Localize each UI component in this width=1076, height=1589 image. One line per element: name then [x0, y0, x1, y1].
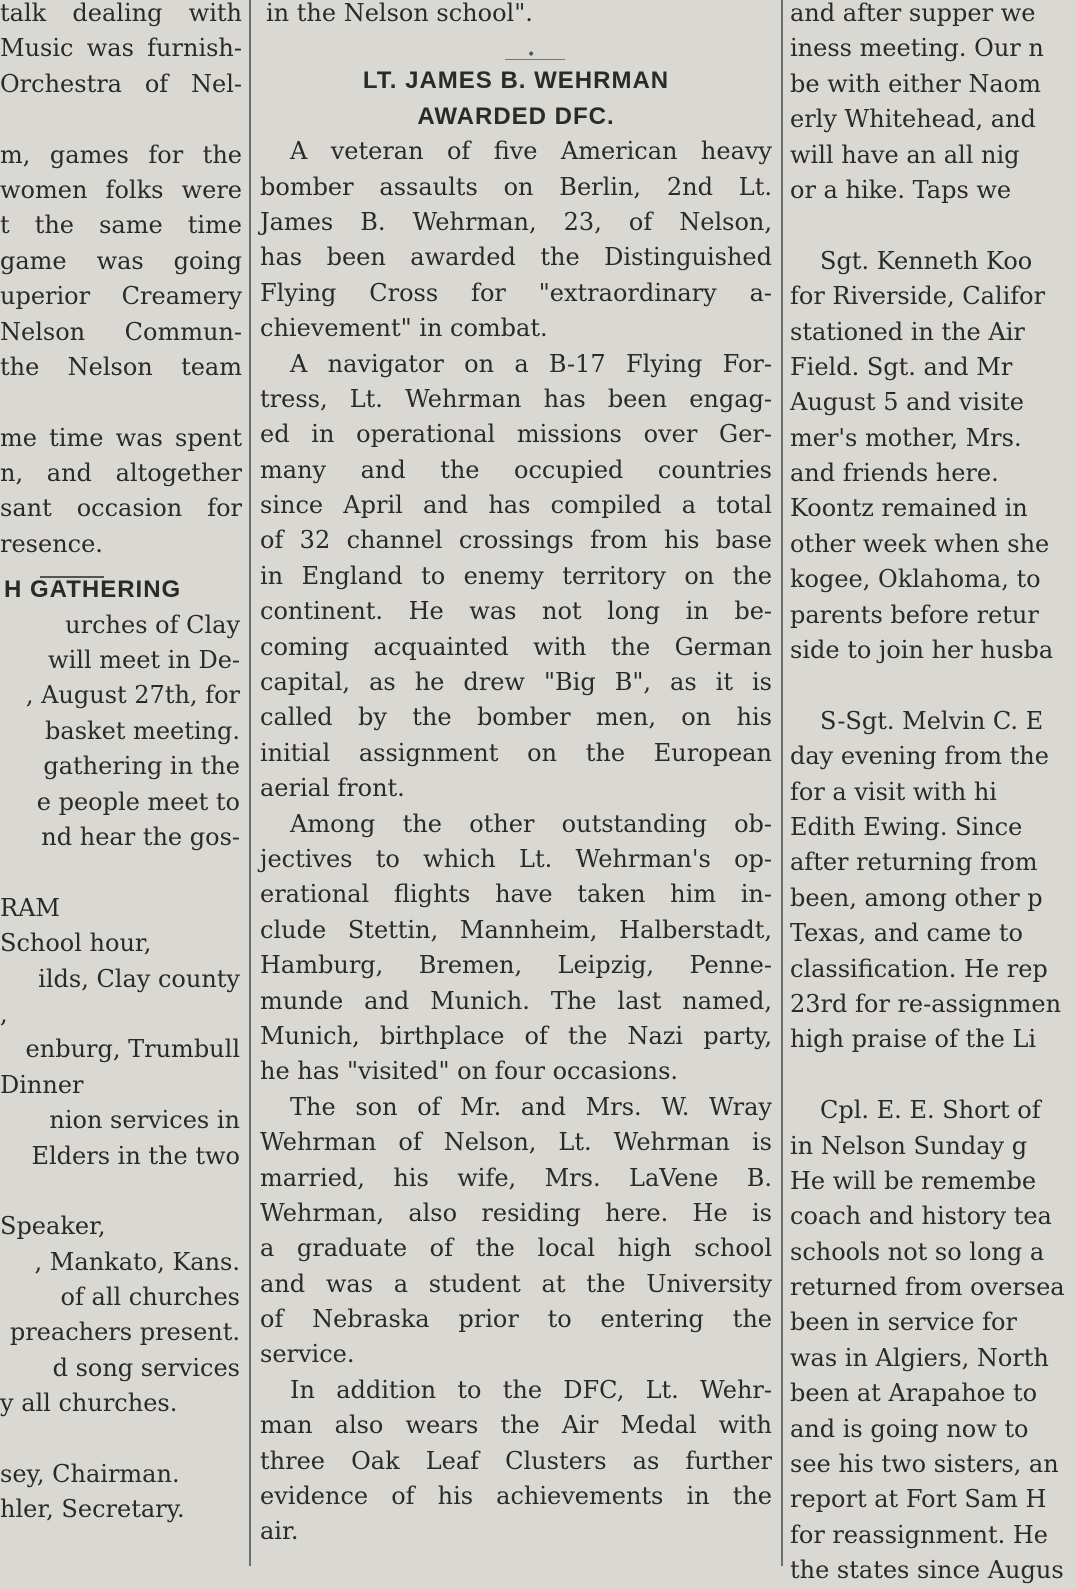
text-line: Edith Ewing. Since [790, 812, 1023, 841]
section-separator [0, 562, 244, 572]
text-line: and friends here. [790, 459, 999, 488]
text-line: enburg, Trumbull [25, 1035, 240, 1064]
text-line: the states since Augus [790, 1556, 1064, 1585]
left-column-text-top [0, 0, 244, 562]
text-line: preachers present. [9, 1318, 240, 1347]
article-body [256, 134, 776, 1550]
text-line: service. [260, 1340, 355, 1369]
text-line: game was going [0, 246, 242, 275]
text-line [0, 102, 244, 137]
text-line: bomber assaults on Berlin, 2nd Lt. [260, 172, 772, 201]
text-line: was in Algiers, North [790, 1343, 1049, 1372]
text-line: a graduate of the local high school [260, 1234, 772, 1263]
text-line: Wehrman, also residing here. He is [260, 1198, 772, 1227]
text-line: e people meet to [36, 787, 240, 816]
text-line: capital, as he drew "Big B", as it is [260, 668, 772, 697]
text-line: Munich, birthplace of the Nazi party, [260, 1021, 772, 1050]
text-line: or a hike. Taps we [790, 175, 1012, 204]
text-line: Wehrman of Nelson, Lt. Wehrman is [260, 1128, 772, 1157]
text-line: classification. He rep [790, 954, 1048, 983]
text-line: , Mankato, Kans. [34, 1247, 240, 1276]
text-line: be with either Naom [790, 69, 1041, 98]
text-line: Among the other outstanding ob- [290, 809, 772, 838]
text-line: nd hear the gos- [41, 822, 240, 851]
text-line: Speaker, [0, 1212, 106, 1241]
text-line: erly Whitehead, and [790, 105, 1036, 134]
text-line: ilds, Clay county [38, 964, 240, 993]
text-line: Hamburg, Bremen, Leipzig, Penne- [260, 951, 772, 980]
text-line: initial assignment on the European [260, 738, 772, 767]
text-line: A navigator on a B-17 Flying For- [290, 349, 772, 378]
text-line: mer's mother, Mrs. [790, 423, 1022, 452]
text-line: high praise of the Li [790, 1025, 1037, 1054]
text-line: Elders in the two [31, 1141, 240, 1170]
text-line: t the same time [0, 211, 242, 240]
text-line: called by the bomber men, on his [260, 703, 772, 732]
text-line: married, his wife, Mrs. LaVene B. [260, 1163, 772, 1192]
text-line: coming acquainted with the German [260, 632, 772, 661]
text-line: Field. Sgt. and Mr [790, 352, 1013, 381]
text-line: other week when she [790, 529, 1050, 558]
text-line: the Nelson team [0, 352, 242, 381]
text-line: School hour, [0, 929, 152, 958]
left-column-text-bottom [0, 608, 244, 1528]
text-line: evidence of his achievements in the [260, 1482, 772, 1511]
left-column-heading: H GATHERING [4, 576, 182, 604]
text-line: and after supper we [790, 0, 1036, 27]
text-line: side to join her husba [790, 636, 1054, 665]
text-line: after returning from [790, 848, 1038, 877]
text-line: 23rd for re-assignmen [790, 989, 1062, 1018]
text-line: man also wears the Air Medal with [260, 1411, 772, 1440]
text-line: d song services [52, 1353, 240, 1382]
text-line: kogee, Oklahoma, to [790, 565, 1041, 594]
right-column-text [786, 0, 1076, 1589]
text-line: August 5 and visite [790, 388, 1024, 417]
text-line: jectives to which Lt. Wehrman's op- [260, 844, 772, 873]
text-line: and was a student at the University [260, 1269, 772, 1298]
text-line [0, 1422, 244, 1457]
text-line: in England to enemy territory on the [260, 561, 772, 590]
text-line: , [0, 999, 8, 1028]
article-title-line2: AWARDED DFC. [417, 102, 615, 130]
text-line [786, 668, 1076, 703]
text-line: Flying Cross for "extraordinary a- [260, 278, 772, 307]
text-line: Dinner [0, 1070, 84, 1099]
column-rule-right [781, 0, 783, 1566]
text-line: of Nebraska prior to entering the [260, 1305, 772, 1334]
text-line: stationed in the Air [790, 317, 1025, 346]
text-line: for reassignment. He [790, 1520, 1048, 1549]
text-line: report at Fort Sam H [790, 1485, 1047, 1514]
text-line: been at Arapahoe to [790, 1379, 1038, 1408]
text-line: Sgt. Kenneth Koo [820, 246, 1033, 275]
text-line: iness meeting. Our n [790, 34, 1044, 63]
text-line: He will be remembe [790, 1166, 1037, 1195]
text-line [786, 208, 1076, 243]
text-line: y all churches. [0, 1389, 178, 1418]
text-line: In addition to the DFC, Lt. Wehr- [290, 1375, 772, 1404]
text-line: for a visit with hi [790, 777, 997, 806]
text-line: Koontz remained in [790, 494, 1028, 523]
text-line: clude Stettin, Mannheim, Halberstadt, [260, 915, 772, 944]
text-line: many and the occupied countries [260, 455, 772, 484]
text-line: munde and Munich. The last named, [260, 986, 772, 1015]
left-column [0, 0, 244, 1562]
middle-top-line: in the Nelson school". [266, 0, 533, 27]
text-line: me time was spent [0, 423, 242, 452]
text-line: has been awarded the Distinguished [260, 243, 772, 272]
text-line: S-Sgt. Melvin C. E [820, 706, 1044, 735]
text-line: he has "visited" on four occasions. [260, 1057, 679, 1086]
text-line: coach and history tea [790, 1202, 1052, 1231]
text-line: in Nelson Sunday g [790, 1131, 1028, 1160]
text-line: see his two sisters, an [790, 1450, 1059, 1479]
text-line: Texas, and came to [790, 919, 1023, 948]
text-line: nion services in [49, 1106, 240, 1135]
text-line: uperior Creamery [0, 282, 242, 311]
text-line: parents before retur [790, 600, 1039, 629]
text-line: erational flights have taken him in- [260, 880, 772, 909]
text-line: sey, Chairman. [0, 1460, 180, 1489]
text-line: for Riverside, Califor [790, 282, 1046, 311]
text-line: and is going now to [790, 1414, 1029, 1443]
text-line: gathering in the [43, 752, 240, 781]
text-line: aerial front. [260, 774, 405, 803]
text-line: ed in operational missions over Ger- [260, 420, 772, 449]
text-line: of 32 channel crossings from his base [260, 526, 772, 555]
text-line: been in service for [790, 1308, 1017, 1337]
text-line: James B. Wehrman, 23, of Nelson, [260, 207, 772, 236]
text-line: been, among other p [790, 883, 1043, 912]
text-line: resence. [0, 529, 103, 558]
text-line: day evening from the [790, 742, 1049, 771]
text-line [786, 1058, 1076, 1093]
text-line: Orchestra of Nel- [0, 69, 242, 98]
text-line: A veteran of five American heavy [290, 137, 772, 166]
title-separator [505, 57, 565, 61]
text-line [0, 855, 244, 890]
right-column [786, 0, 1076, 1585]
text-line: of all churches [60, 1283, 240, 1312]
text-line: urches of Clay [65, 610, 240, 639]
text-line: RAM [0, 893, 60, 922]
text-line: n, and altogether [0, 459, 242, 488]
text-line: schools not so long a [790, 1237, 1045, 1266]
text-line: returned from oversea [790, 1273, 1065, 1302]
text-line: three Oak Leaf Clusters as further [260, 1446, 772, 1475]
text-line: Nelson Commun- [0, 317, 242, 346]
text-line: since April and has compiled a total [260, 491, 772, 520]
text-line: will have an all nig [790, 140, 1020, 169]
text-line: sant occasion for [0, 494, 242, 523]
text-line: tress, Lt. Wehrman has been engag- [260, 384, 772, 413]
text-line: hler, Secretary. [0, 1495, 185, 1524]
text-line: Music was furnish- [0, 34, 242, 63]
column-rule-left [249, 0, 251, 1566]
text-line: Cpl. E. E. Short of [820, 1096, 1041, 1125]
text-line: women folks were [0, 175, 242, 204]
article-title-line1: LT. JAMES B. WEHRMAN [362, 67, 670, 95]
text-line [0, 385, 244, 420]
text-line: chievement" in combat. [260, 314, 548, 343]
text-line: will meet in De- [48, 646, 240, 675]
middle-column [256, 0, 776, 1562]
text-line: m, games for the [0, 140, 242, 169]
text-line: basket meeting. [45, 716, 240, 745]
text-line [0, 1174, 244, 1209]
text-line: air. [260, 1517, 299, 1546]
text-line: continent. He was not long in be- [260, 597, 772, 626]
text-line: talk dealing with [0, 0, 242, 27]
text-line: , August 27th, for [25, 681, 240, 710]
text-line: The son of Mr. and Mrs. W. Wray [290, 1092, 772, 1121]
